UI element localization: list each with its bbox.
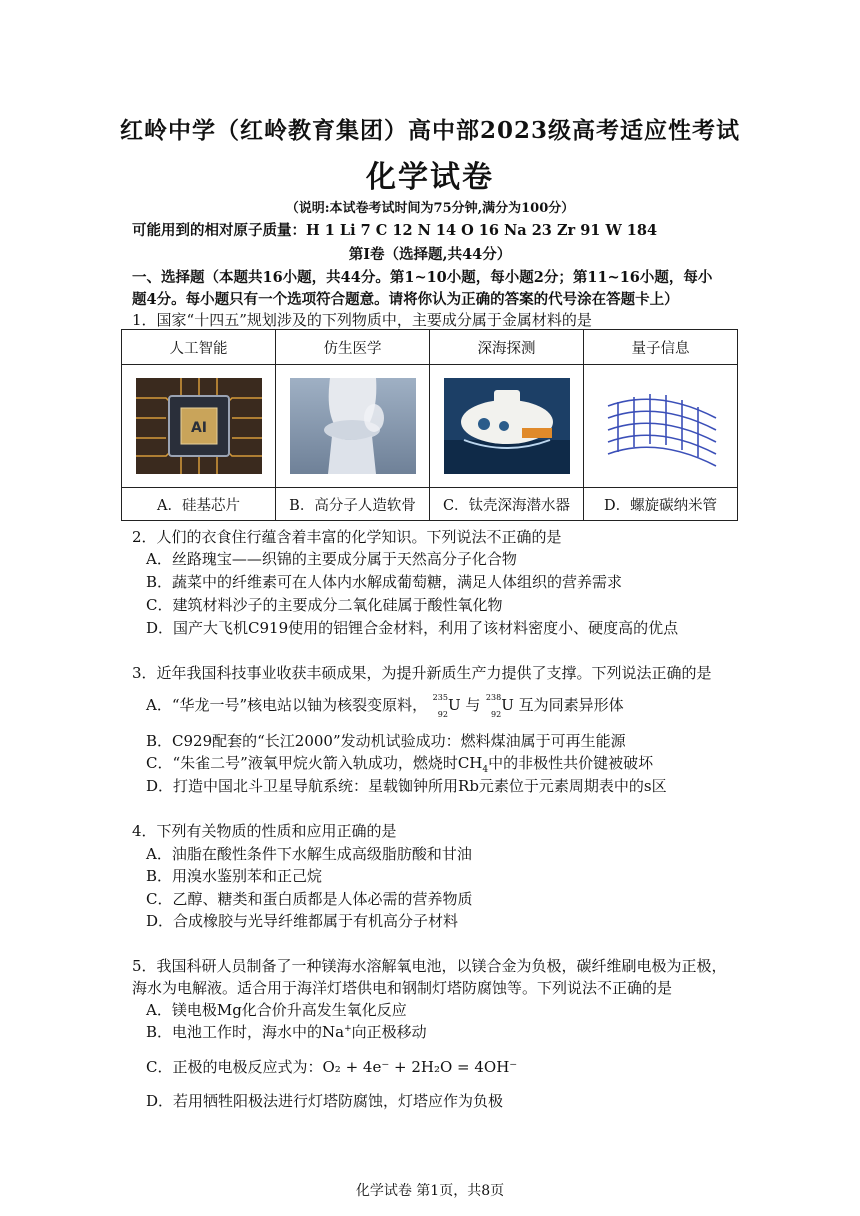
isotope-u238 (485, 693, 502, 719)
question-3-option-c (146, 752, 653, 775)
option-text: C．“朱雀二号”液氧甲烷火箭入轨成功，燃烧时CH (146, 754, 483, 772)
option-a-cell: A．硅基芯片 (122, 488, 276, 521)
submersible-image (444, 378, 570, 474)
question-5-stem-line2: 海水为电解液。适合用于海洋灯塔供电和钢制灯塔防腐蚀等。下列说法不正确的是 (132, 979, 673, 997)
table-header-cell: 量子信息 (584, 330, 738, 365)
exam-note: （说明:本试卷考试时间为75分钟,满分为100分） (285, 201, 575, 216)
question-4-option-d: D．合成橡胶与光导纤维都属于有机高分子材料 (146, 912, 459, 930)
question-5-option-d: D．若用牺牲阳极法进行灯塔防腐蚀，灯塔应作为负极 (146, 1092, 504, 1110)
nanotube-image-cell (584, 365, 738, 488)
section-instructions-line1: 一、选择题（本题共16小题，共44分。第1~10小题，每小题2分；第11~16小题，每小 (132, 269, 713, 286)
question-5-option-b (146, 1021, 427, 1042)
table-header-cell: 人工智能 (122, 330, 276, 365)
element-symbol: U (447, 696, 461, 714)
chip-ai-label: AI (190, 420, 207, 436)
mass-number: 238 (485, 693, 502, 702)
knee-image-cell (276, 365, 430, 488)
option-text: 互为同素异形体 (518, 696, 624, 714)
table-header-cell: 深海探测 (430, 330, 584, 365)
question-3-stem: 3．近年我国科技事业收获丰硕成果，为提升新质生产力提供了支撑。下列说法正确的是 (132, 664, 712, 682)
chip-image (136, 378, 262, 474)
element-symbol: U (501, 696, 514, 714)
option-text: C．正极的电极反应式为： (146, 1058, 323, 1076)
question-1-stem: 1．国家“十四五”规划涉及的下列物质中，主要成分属于金属材料的是 (132, 311, 592, 329)
page-footer: 化学试卷 第1页，共8页 (355, 1183, 505, 1199)
option-text: 与 (465, 696, 481, 714)
question-2-option-d: D．国产大飞机C919使用的铝锂合金材料，利用了该材料密度小、硬度高的优点 (146, 619, 679, 637)
option-text: 向正极移动 (351, 1023, 427, 1041)
subscript: 4 (482, 765, 489, 775)
question-2-option-a: A．丝路瑰宝——织锦的主要成分属于天然高分子化合物 (146, 550, 517, 568)
subject-title: 化学试卷 (366, 160, 494, 195)
submersible-image-cell (430, 365, 584, 488)
isotope-u235 (432, 693, 448, 719)
question-3-option-d: D．打造中国北斗卫星导航系统：星载铷钟所用Rb元素位于元素周期表中的s区 (146, 777, 667, 795)
question-4-stem: 4．下列有关物质的性质和应用正确的是 (132, 822, 397, 840)
option-text: B．电池工作时，海水中的Na (146, 1023, 345, 1041)
option-c-cell: C．钛壳深海潜水器 (430, 488, 584, 521)
option-text: 中的非极性共价键被破坏 (488, 754, 654, 772)
question-5-option-a: A．镁电极Mg化合价升高发生氧化反应 (146, 1001, 407, 1019)
atomic-number: 92 (437, 710, 448, 719)
option-text: A．“华龙一号”核电站以铀为核裂变原料， (146, 696, 428, 714)
question-2-option-c: C．建筑材料沙子的主要成分二氧化硅属于酸性氧化物 (146, 596, 503, 614)
superscript: + (344, 1024, 352, 1034)
atomic-number: 92 (491, 710, 502, 719)
question-3-option-b: B．C929配套的“长江2000”发动机试验成功：燃料煤油属于可再生能源 (146, 732, 626, 750)
question-1-table (121, 329, 738, 521)
question-5-option-c (146, 1056, 517, 1077)
question-2-option-b: B．蔬菜中的纤维素可在人体内水解成葡萄糖，满足人体组织的营养需求 (146, 573, 623, 591)
question-4-option-c: C．乙醇、糖类和蛋白质都是人体必需的营养物质 (146, 890, 473, 908)
question-5-stem-line1: 5．我国科研人员制备了一种镁海水溶解氧电池，以镁合金为负极，碳纤维刷电极为正极， (132, 957, 727, 975)
question-2-stem: 2．人们的衣食住行蕴含着丰富的化学知识。下列说法不正确的是 (132, 528, 562, 546)
atomic-masses: 可能用到的相对原子质量：H 1 Li 7 C 12 N 14 O 16 Na 23 Zr 91 W 184 (132, 222, 658, 239)
chip-image-cell (122, 365, 276, 488)
exam-title: 红岭中学（红岭教育集团）高中部2023级高考适应性考试 (119, 117, 740, 144)
option-d-cell: D．螺旋碳纳米管 (584, 488, 738, 521)
nanotube-image (598, 378, 724, 474)
table-header-cell: 仿生医学 (276, 330, 430, 365)
part-title: 第Ⅰ卷（选择题,共44分） (348, 246, 512, 263)
mass-number: 235 (432, 693, 448, 702)
electrode-equation: O₂ + 4e⁻ + 2H₂O = 4OH⁻ (322, 1058, 518, 1076)
knee-joint-image (290, 378, 416, 474)
section-instructions-line2: 题4分。每小题只有一个选项符合题意。请将你认为正确的答案的代号涂在答题卡上） (132, 291, 679, 308)
question-3-option-a (146, 693, 624, 719)
option-b-cell: B．高分子人造软骨 (276, 488, 430, 521)
question-4-option-a: A．油脂在酸性条件下水解生成高级脂肪酸和甘油 (146, 845, 472, 863)
question-4-option-b: B．用溴水鉴别苯和正己烷 (146, 867, 323, 885)
